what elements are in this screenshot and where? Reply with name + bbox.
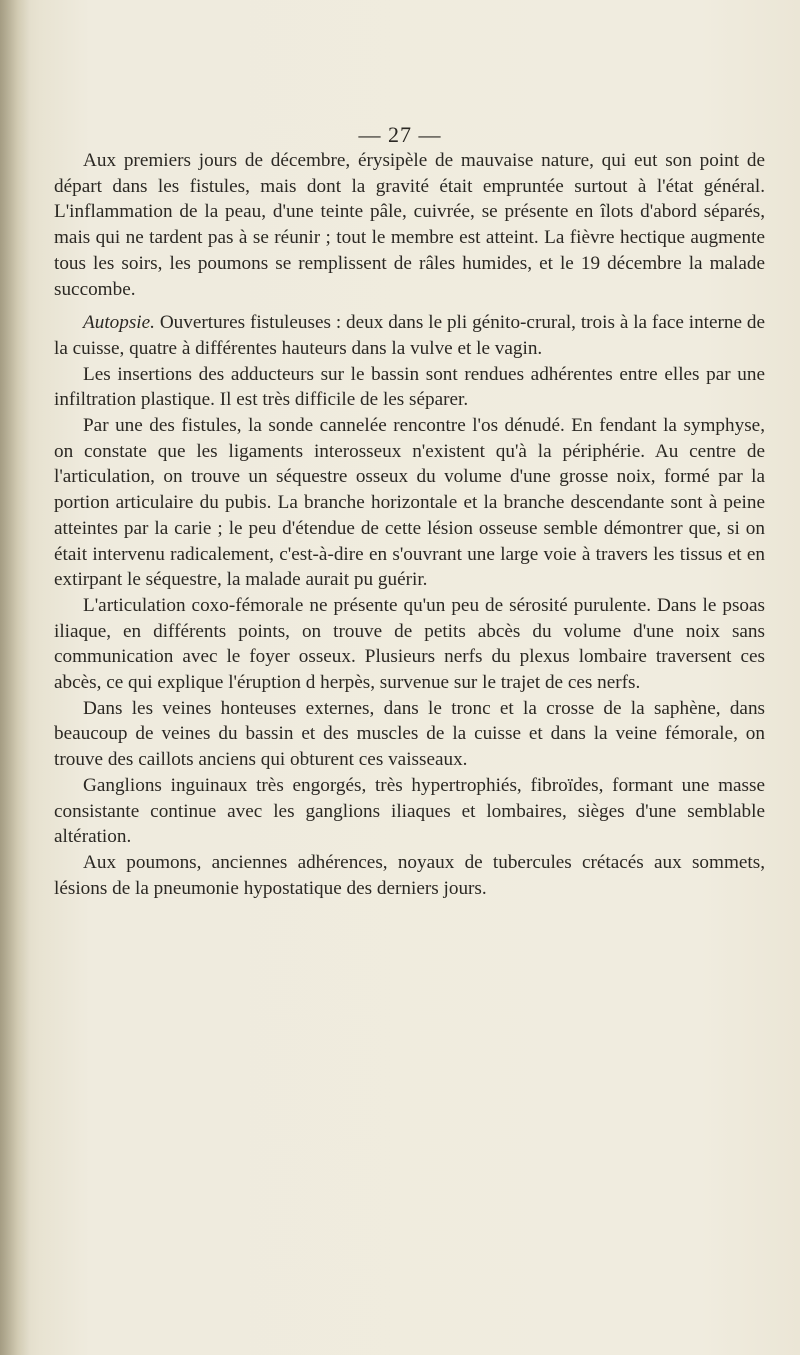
autopsie-heading: Autopsie. bbox=[83, 312, 155, 334]
paragraph-autopsie bbox=[54, 310, 765, 361]
paragraph-symphyse: Par une des fistules, la sonde cannelée rencontre l'os dénudé. En fendant la symphyse, on constate que les ligaments interosseux n'existent qu'à la périphérie. Au centre de l'articulation, on trouve un séquestre osseux du volume d'une grosse noix, formé par la portion articulaire du pubis. La branche horizontale et la branche descendante sont à peine atteintes par la carie ; le peu d'étendue de cette lésion osseuse semble démontrer que, si on était intervenu radicalement, c'est-à-dire en s'ouvrant une large voie à travers les tissus et en extirpant le séquestre, la malade aurait pu guérir. bbox=[54, 415, 765, 591]
body-text bbox=[54, 148, 765, 901]
paragraph-adducteurs: Les insertions des adducteurs sur le bassin sont rendues adhérentes entre elles par une infiltration plastique. Il est très difficile de les séparer. bbox=[54, 363, 765, 411]
binding-shadow bbox=[0, 0, 30, 1355]
paragraph-veines: Dans les veines honteuses externes, dans le tronc et la crosse de la saphène, dans beaucoup de veines du bassin et des muscles de la cuisse et dans la veine fémorale, on trouve des caillots anciens qui obturent ces vaisseaux. bbox=[54, 697, 765, 771]
paragraph-erysipele: Aux premiers jours de décembre, érysipèle de mauvaise nature, qui eut son point de départ dans les fistules, mais dont la gravité était empruntée surtout à l'état général. L'inflammation de la peau, d'une teinte pâle, cuivrée, se présente en îlots d'abord séparés, mais qui ne tardent pas à se réunir ; tout le membre est atteint. La fièvre hectique augmente tous les soirs, les poumons se remplissent de râles humides, et le 19 décembre la malade succombe. bbox=[54, 150, 765, 300]
page-number: — 27 — bbox=[358, 122, 442, 147]
paragraph-coxo-femorale: L'articulation coxo-fémorale ne présente qu'un peu de sérosité purulente. Dans le psoas iliaque, en différents points, on trouve de petits abcès du volume d'une noix sans communication avec le foyer osseux. Plusieurs nerfs du plexus lombaire traversent ces abcès, ce qui explique l'éruption d herpès, survenue sur le trajet de ces nerfs. bbox=[54, 594, 765, 694]
autopsie-text: Ouvertures fistuleuses : deux dans le pli génito-crural, trois à la face interne de la cuisse, quatre à différentes hauteurs dans la vulve et le vagin. bbox=[54, 312, 765, 359]
paragraph-ganglions: Ganglions inguinaux très engorgés, très hypertrophiés, fibroïdes, formant une masse consistante continue avec les ganglions iliaques et lombaires, sièges d'une semblable altération. bbox=[54, 774, 765, 848]
paragraph-poumons: Aux poumons, anciennes adhérences, noyaux de tubercules crétacés aux sommets, lésions de la pneumonie hypostatique des derniers jours. bbox=[54, 851, 765, 899]
